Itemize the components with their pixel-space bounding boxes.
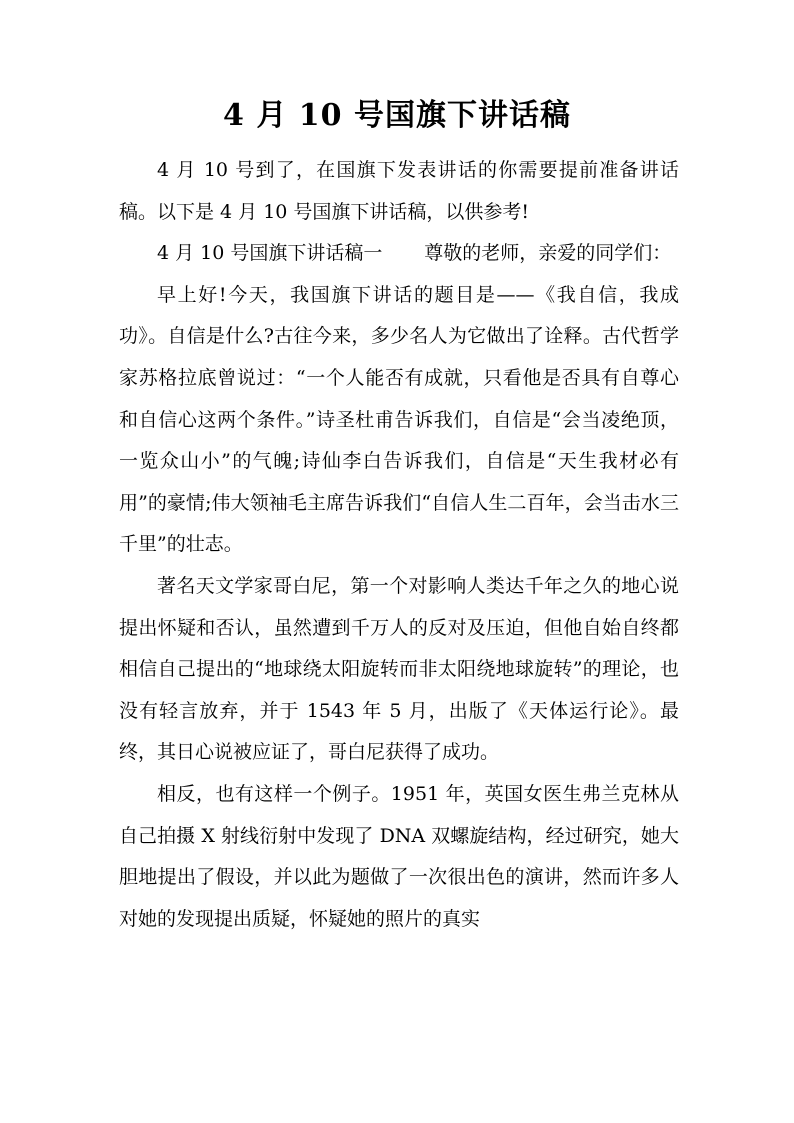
section-heading-paragraph (119, 233, 679, 275)
section-heading: 4 月 10 号国旗下讲话稿一 (157, 242, 383, 265)
franklin-paragraph: 相反，也有这样一个例子。1951 年，英国女医生弗兰克林从自己拍摄 X 射线衍射中发现了 DNA 双螺旋结构，经过研究，她大胆地提出了假设，并以此为题做了一次很出色的演讲，然而许多人对她的发现提出质疑，怀疑她的照片的真实 (119, 782, 679, 930)
confidence-paragraph: 早上好!今天，我国旗下讲话的题目是——《我自信，我成功》。自信是什么?古往今来，多少名人为它做出了诠释。古代哲学家苏格拉底曾说过：“一个人能否有成就，只看他是否具有自尊心和自信心这两个条件。”诗圣杜甫告诉我们，自信是“会当凌绝顶，一览众山小”的气魄;诗仙李白告诉我们，自信是“天生我材必有用”的豪情;伟大领袖毛主席告诉我们“自信人生二百年，会当击水三千里”的壮志。 (119, 283, 679, 556)
intro-paragraph: 4 月 10 号到了，在国旗下发表讲话的你需要提前准备讲话稿。以下是 4 月 10 号国旗下讲话稿，以供参考! (119, 159, 679, 223)
salutation: 尊敬的老师，亲爱的同学们： (424, 242, 672, 265)
document-body (119, 150, 679, 940)
copernicus-paragraph: 著名天文学家哥白尼，第一个对影响人类达千年之久的地心说提出怀疑和否认，虽然遭到千万人的反对及压迫，但他自始自终都相信自己提出的“地球绕太阳旋转而非太阳绕地球旋转”的理论，也没有轻言放弃，并于 1543 年 5 月，出版了《天体运行论》。最终，其日心说被应证了，哥白尼获得了成功。 (119, 574, 679, 764)
document-title: 4 月 10 号国旗下讲话稿 (223, 98, 571, 133)
